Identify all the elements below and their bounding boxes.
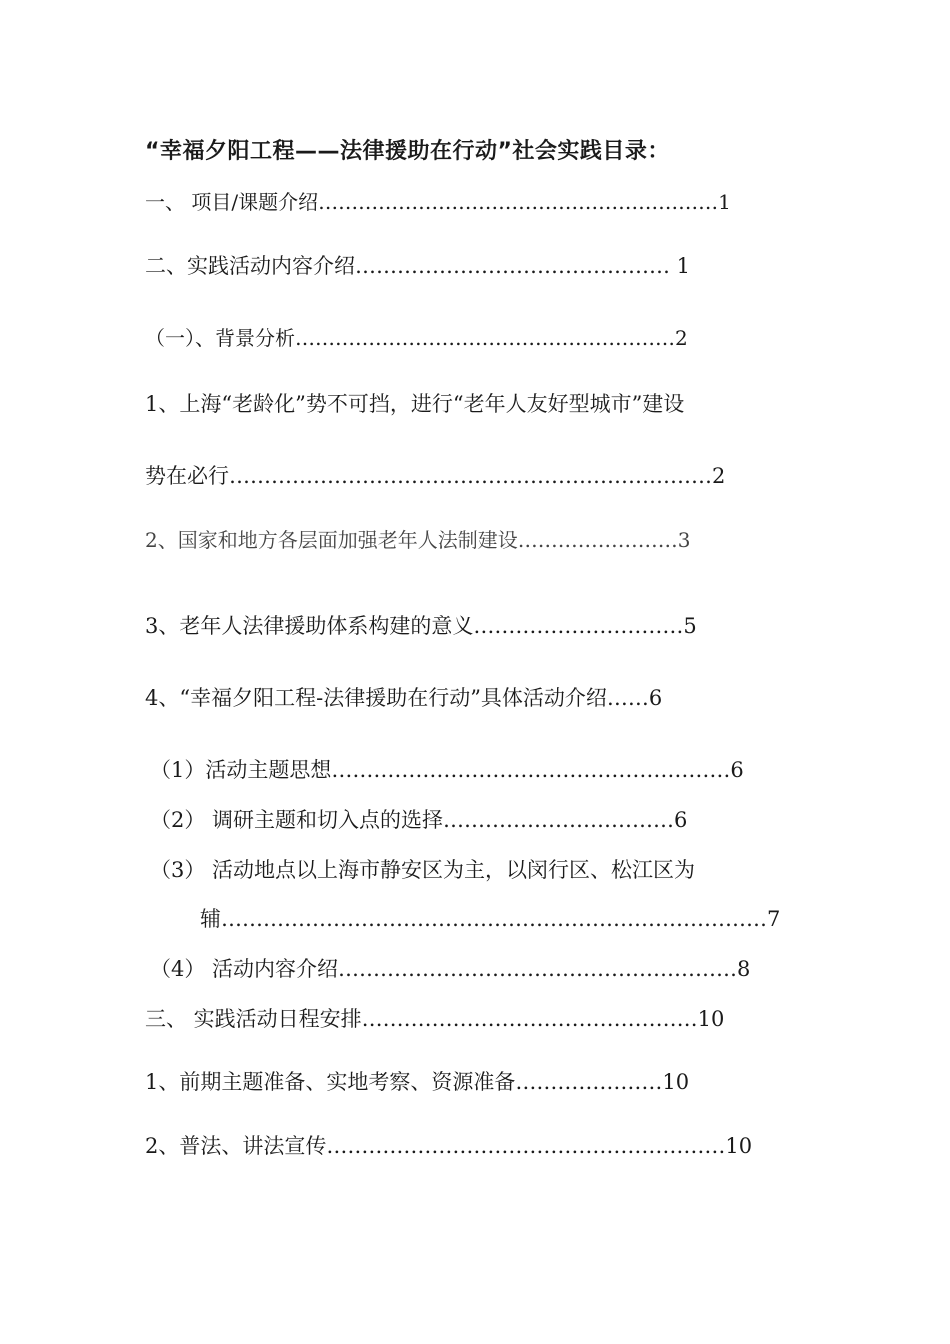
toc-entry-13: 1、前期主题准备、实地考察、资源准备…………………10	[145, 1070, 690, 1094]
toc-entry-6: 3、老年人法律援助体系构建的意义…………………………5	[145, 614, 697, 638]
toc-entry-8: （1）活动主题思想…………………………………………………6	[150, 758, 744, 782]
toc-entry-9: （2） 调研主题和切入点的选择……………………………6	[150, 808, 688, 832]
toc-entry-14: 2、普法、讲法宣传…………………………………………………10	[145, 1134, 753, 1158]
toc-entry-4-continued: 势在必行……………………………………………………………2	[145, 464, 726, 488]
toc-entry-7: 4、“幸福夕阳工程-法律援助在行动”具体活动介绍……6	[145, 686, 663, 710]
toc-entry-4: 1、上海“老龄化”势不可挡，进行“老年人友好型城市”建设	[145, 392, 685, 416]
toc-title: “幸福夕阳工程——法律援助在行动”社会实践目录：	[145, 139, 670, 164]
toc-entry-10-continued: 辅……………………………………………………………………7	[200, 907, 781, 931]
toc-entry-2: 二、实践活动内容介绍……………………………………… 1	[145, 254, 691, 278]
toc-entry-5: 2、国家和地方各层面加强老年人法制建设……………………3	[145, 528, 691, 552]
toc-entry-11: （4） 活动内容介绍…………………………………………………8	[150, 957, 751, 981]
toc-entry-12: 三、 实践活动日程安排…………………………………………10	[145, 1007, 725, 1031]
toc-entry-1: 一、 项目/课题介绍……………………………………………………1	[145, 190, 731, 214]
toc-entry-10: （3） 活动地点以上海市静安区为主，以闵行区、松江区为	[150, 858, 696, 882]
toc-entry-3: （一）、背景分析…………………………………………………2	[145, 326, 688, 350]
